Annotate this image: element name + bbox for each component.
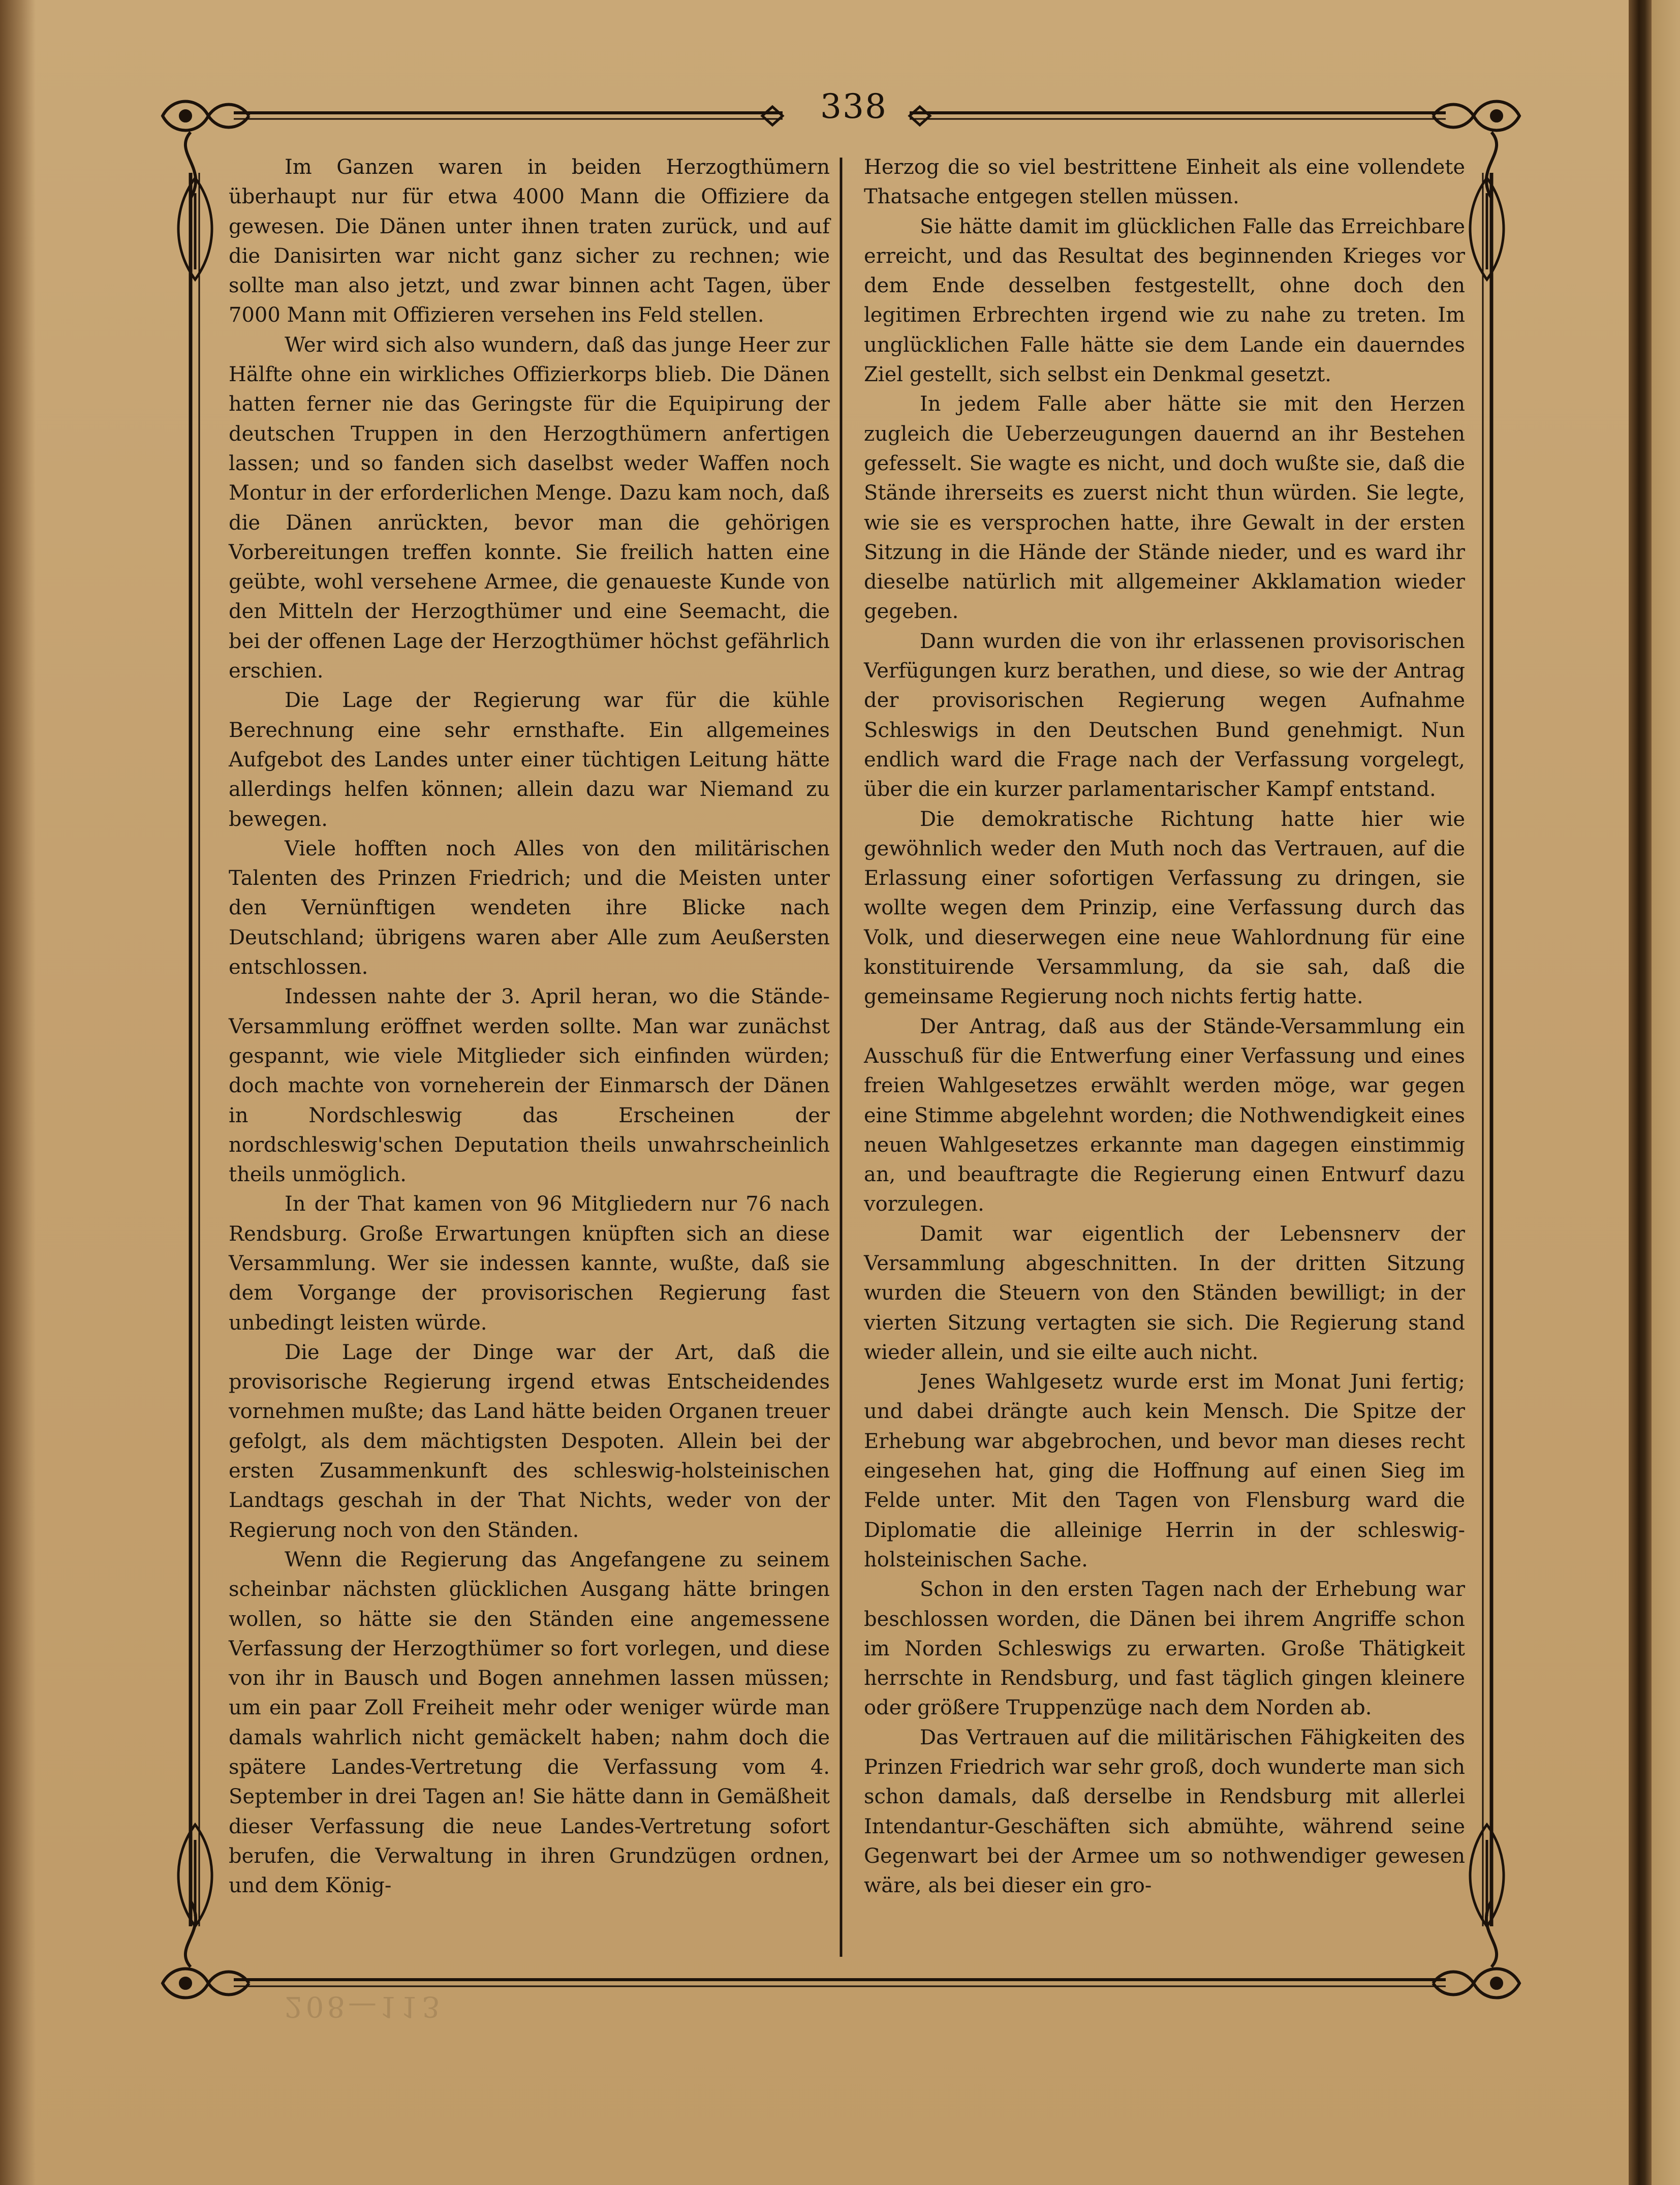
- paragraph: Sie hätte damit im glücklichen Falle das Erreichbare erreicht, und das Resultat des beginnenden Krieges vor dem Ende desselben festgestellt, ohne doch den legitimen Erbrechten irgend wie zu nahe zu treten. Im unglücklichen Falle hätte sie dem Lande ein dauerndes Ziel gestellt, sich selbst ein Denkmal gesetzt.: [864, 214, 1465, 387]
- paragraph: Im Ganzen waren in beiden Herzogthümern überhaupt nur für etwa 4000 Mann die Offiziere da gewesen. Die Dänen unter ihnen traten zurück, und auf die Danisirten war nicht ganz sicher zu rechnen; wie sollte man also jetzt, und zwar binnen acht Tagen, über 7000 Mann mit Offizieren versehen ins Feld stellen.: [229, 156, 830, 327]
- corner-flourish-icon: [1433, 1901, 1519, 1998]
- paragraph: Schon in den ersten Tagen nach der Erhebung war beschlossen worden, die Dänen bei ihrem Angriffe schon im Norden Schleswigs zu erwarten. Große Thätigkeit herrschte in Rendsburg, und fast täglich gingen kleinere oder größere Truppenzüge nach dem Norden ab.: [864, 1578, 1465, 1720]
- paragraph: Wer wird sich also wundern, daß das junge Heer zur Hälfte ohne ein wirkliches Offizierkorps blieb. Die Dänen hatten ferner nie das Geringste für die Equipirung der deutschen Truppen in den Herzogthümern anfertigen lassen; und so fanden sich daselbst weder Waffen noch Montur in der erforderlichen Menge. Dazu kam noch, daß die Dänen anrückten, bevor man die gehörigen Vorbereitungen treffen konnte. Sie freilich hatten eine geübte, wohl versehene Armee, die genaueste Kunde von den Mitteln der Herzogthümer und eine Seemacht, die bei der offenen Lage der Herzogthümer höchst gefährlich erschien.: [229, 333, 830, 683]
- left-column: [229, 152, 830, 1901]
- paragraph: Die Lage der Regierung war für die kühle Berechnung eine sehr ernsthafte. Ein allgemeines Aufgebot des Landes unter einer tüchtigen Leitung hätte allerdings helfen können; allein dazu war Niemand zu bewegen.: [229, 689, 830, 831]
- next-page-edge: [1652, 0, 1680, 2185]
- paragraph: Das Vertrauen auf die militärischen Fähigkeiten des Prinzen Friedrich war sehr groß, doch wunderte man sich schon damals, daß derselbe in Rendsburg mit allerlei Intendantur-Geschäften sich abmühte, während seine Gegenwart bei der Armee um so nothwendiger gewesen wäre, als bei dieser ein gro-: [864, 1726, 1465, 1898]
- show-through-text: 208—113: [285, 1990, 443, 2023]
- paragraph: Wenn die Regierung das Angefangene zu seinem scheinbar nächsten glücklichen Ausgang hätte bringen wollen, so hätte sie den Ständen eine angemessene Verfassung der Herzogthümer so fort vorlegen, und diese von ihr in Bausch und Bogen annehmen lassen müssen; um ein paar Zoll Freiheit mehr oder weniger würde man damals wahrlich nicht gemäckelt haben; nahm doch die spätere Landes-Vertretung die Verfassung vom 4. September in drei Tagen an! Sie hätte dann in Gemäßheit dieser Verfassung die neue Landes-Vertretung sofort berufen, die Verwaltung in ihren Grundzügen ordnen, und dem König-: [229, 1548, 830, 1898]
- paragraph: Die Lage der Dinge war der Art, daß die provisorische Regierung irgend etwas Entscheidendes vornehmen mußte; das Land hätte beiden Organen treuer gefolgt, als dem mächtigsten Despoten. Allein bei der ersten Zusammenkunft des schleswig-holsteinischen Landtags geschah in der That Nichts, weder von der Regierung noch von den Ständen.: [229, 1340, 830, 1542]
- paragraph: Viele hofften noch Alles von den militärischen Talenten des Prinzen Friedrich; und die Meisten unter den Vernünftigen wendeten ihre Blicke nach Deutschland; übrigens waren aber Alle zum Aeußersten entschlossen.: [229, 837, 830, 979]
- side-flourish-icon: [178, 178, 212, 1926]
- book-gutter: [1629, 0, 1652, 2185]
- side-flourish-icon: [1470, 178, 1504, 1926]
- right-column: [864, 152, 1465, 1901]
- paragraph: Indessen nahte der 3. April heran, wo die Stände-Versammlung eröffnet werden sollte. Man war zunächst gespannt, wie viele Mitglieder sich einfinden würden; doch machte von vorneherein der Einmarsch der Dänen in Nordschleswig das Erscheinen der nordschleswig'schen Deputation theils unwahrscheinlich theils unmöglich.: [229, 985, 830, 1187]
- paragraph: Dann wurden die von ihr erlassenen provisorischen Verfügungen kurz berathen, und diese, so wie der Antrag der provisorischen Regierung wegen Aufnahme Schleswigs in den Deutschen Bund genehmigt. Nun endlich ward die Frage nach der Verfassung vorgelegt, über die ein kurzer parlamentarischer Kampf entstand.: [864, 629, 1465, 802]
- paragraph: In jedem Falle aber hätte sie mit den Herzen zugleich die Ueberzeugungen dauernd an ihr Bestehen gefesselt. Sie wagte es nicht, und doch wußte sie, daß die Stände ihrerseits es zuerst nicht thun würden. Sie legte, wie sie es versprochen hatte, ihre Gewalt in der ersten Sitzung in die Hände der Stände nieder, und es ward ihr dieselbe natürlich mit allgemeiner Akklamation wieder gegeben.: [864, 392, 1465, 624]
- paragraph: Jenes Wahlgesetz wurde erst im Monat Juni fertig; und dabei drängte auch kein Mensch. Die Spitze der Erhebung war abgebrochen, und bevor man dieses recht eingesehen hat, ging die Hoffnung auf einen Sieg im Felde unter. Mit den Tagen von Flensburg ward die Diplomatie die alleinige Herrin in der schleswig-holsteinischen Sache.: [864, 1370, 1465, 1572]
- paragraph: In der That kamen von 96 Mitgliedern nur 76 nach Rendsburg. Große Erwartungen knüpften sich an diese Versammlung. Wer sie indessen kannte, wußte, daß sie dem Vorgange der provisorischen Regierung fast unbedingt leisten würde.: [229, 1192, 830, 1335]
- page-left-shadow: [0, 0, 36, 2185]
- corner-flourish-icon: [163, 1901, 249, 1998]
- paragraph: Herzog die so viel bestrittene Einheit als eine vollendete Thatsache entgegen stellen müssen.: [864, 156, 1465, 209]
- paragraph: Der Antrag, daß aus der Stände-Versammlung ein Ausschuß für die Entwerfung einer Verfassung und eines freien Wahlgesetzes erwählt werden möge, war gegen eine Stimme abgelehnt worden; die Nothwendigkeit eines neuen Wahlgesetzes erkannte man dagegen einstimmig an, und beauftragte die Regierung einen Entwurf dazu vorzulegen.: [864, 1014, 1465, 1216]
- page-number: 338: [820, 87, 887, 126]
- paragraph: Die demokratische Richtung hatte hier wie gewöhnlich weder den Muth noch das Vertrauen, auf die Erlassung einer sofortigen Verfassung zu dringen, sie wollte wegen dem Prinzip, eine Verfassung durch das Volk, und dieserwegen eine neue Wahlordnung für eine konstituirende Versammlung, da sie sah, daß die gemeinsame Regierung noch nichts fertig hatte.: [864, 807, 1465, 1009]
- paragraph: Damit war eigentlich der Lebensnerv der Versammlung abgeschnitten. In der dritten Sitzung wurden die Steuern von den Ständen bewilligt; in der vierten Sitzung vertagten sie sich. Die Regierung stand wieder allein, und sie eilte auch nicht.: [864, 1222, 1465, 1364]
